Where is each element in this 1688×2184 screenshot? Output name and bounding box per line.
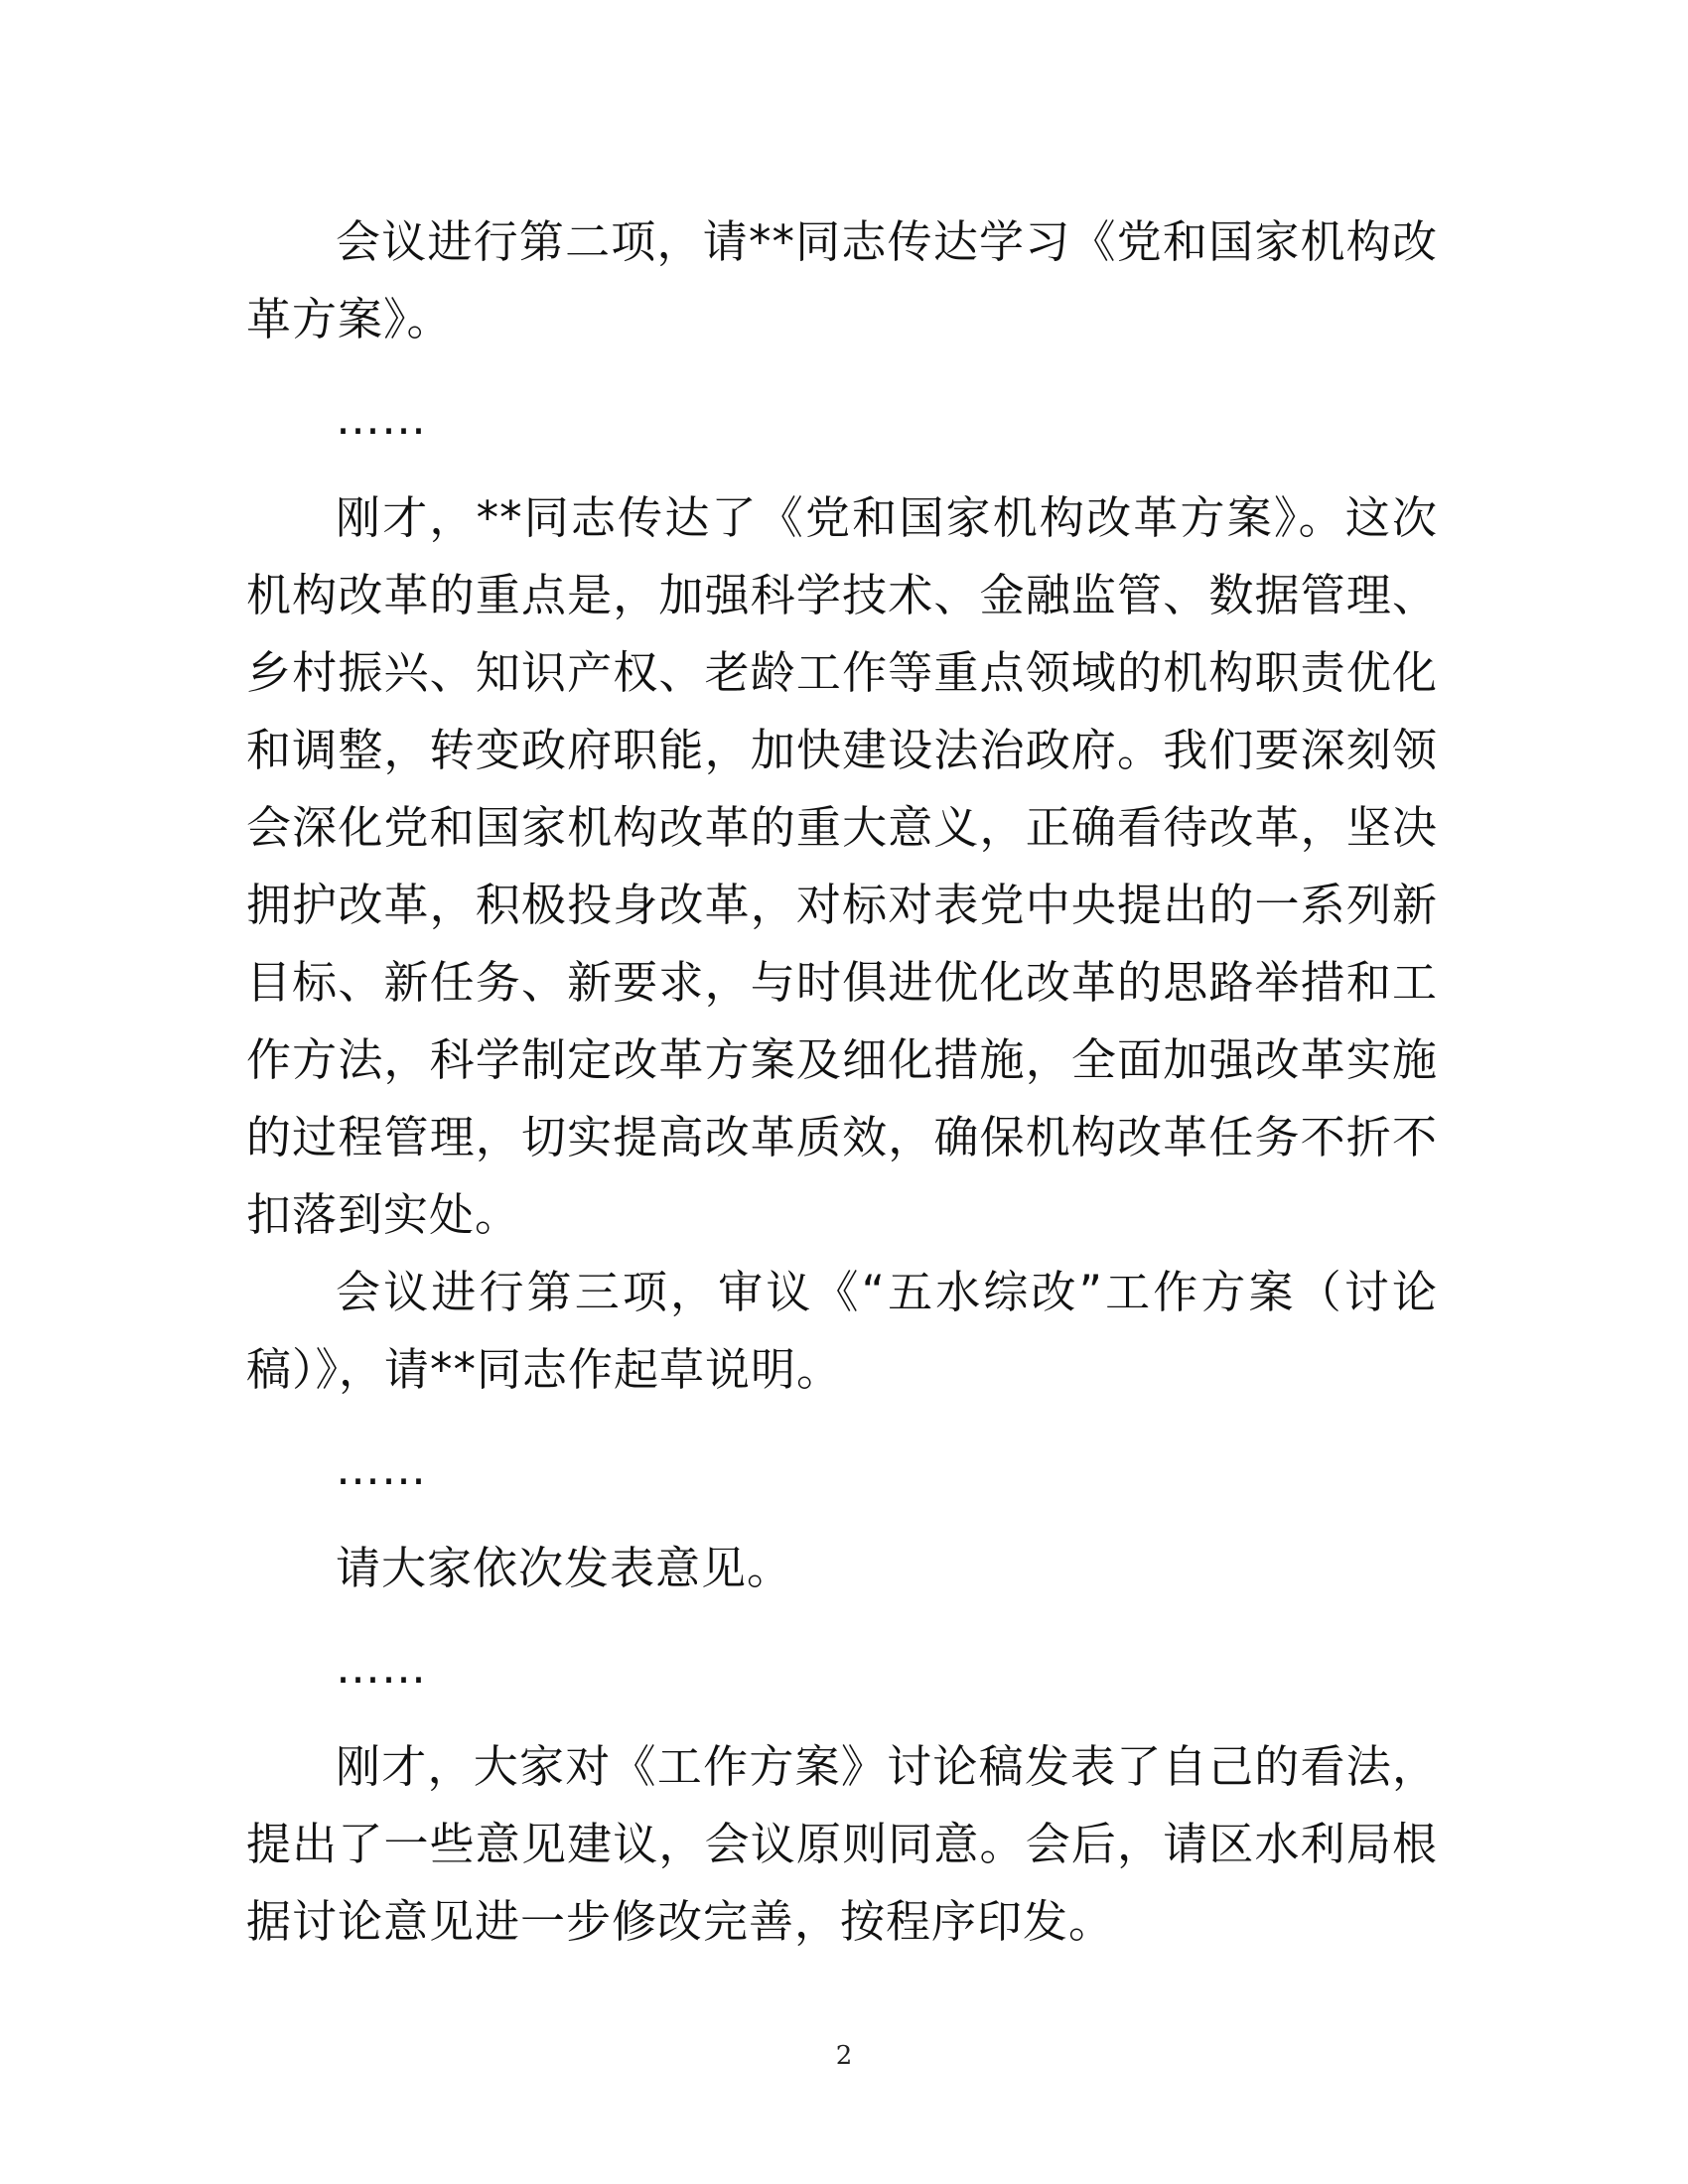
page-number: 2 <box>835 2041 853 2071</box>
paragraph-conclusion: 刚才，大家对《工作方案》讨论稿发表了自己的看法，提出了一些意见建议，会议原则同意。会后，请区水利局根据讨论意见进一步修改完善，按程序印发。 <box>246 1740 1438 1948</box>
paragraph-agenda-item-three: 会议进行第三项，审议《“五水综改”工作方案（讨论稿）》，请**同志作起草说明。 <box>246 1266 1438 1396</box>
paragraph-ellipsis: …… <box>336 1641 427 1694</box>
paragraph-agenda-item-two: 会议进行第二项，请**同志传达学习《党和国家机构改革方案》。 <box>246 215 1438 345</box>
paragraph-invite-opinions: 请大家依次发表意见。 <box>336 1542 793 1594</box>
document-body <box>246 204 1438 1961</box>
paragraph-ellipsis: …… <box>336 392 427 445</box>
paragraph-reform-summary: 刚才，**同志传达了《党和国家机构改革方案》。这次机构改革的重点是，加强科学技术、金融监管、数据管理、乡村振兴、知识产权、老龄工作等重点领域的机构职责优化和调整，转变政府职能，加快建设法治政府。我们要深刻领会深化党和国家机构改革的重大意义，正确看待改革，坚决拥护改革，积极投身改革，对标对表党中央提出的一系列新目标、新任务、新要求，与时俱进优化改革的思路举措和工作方法，科学制定改革方案及细化措施，全面加强改革实施的过程管理，切实提高改革质效，确保机构改革任务不折不扣落到实处。 <box>246 491 1438 1241</box>
paragraph-ellipsis: …… <box>336 1442 427 1495</box>
